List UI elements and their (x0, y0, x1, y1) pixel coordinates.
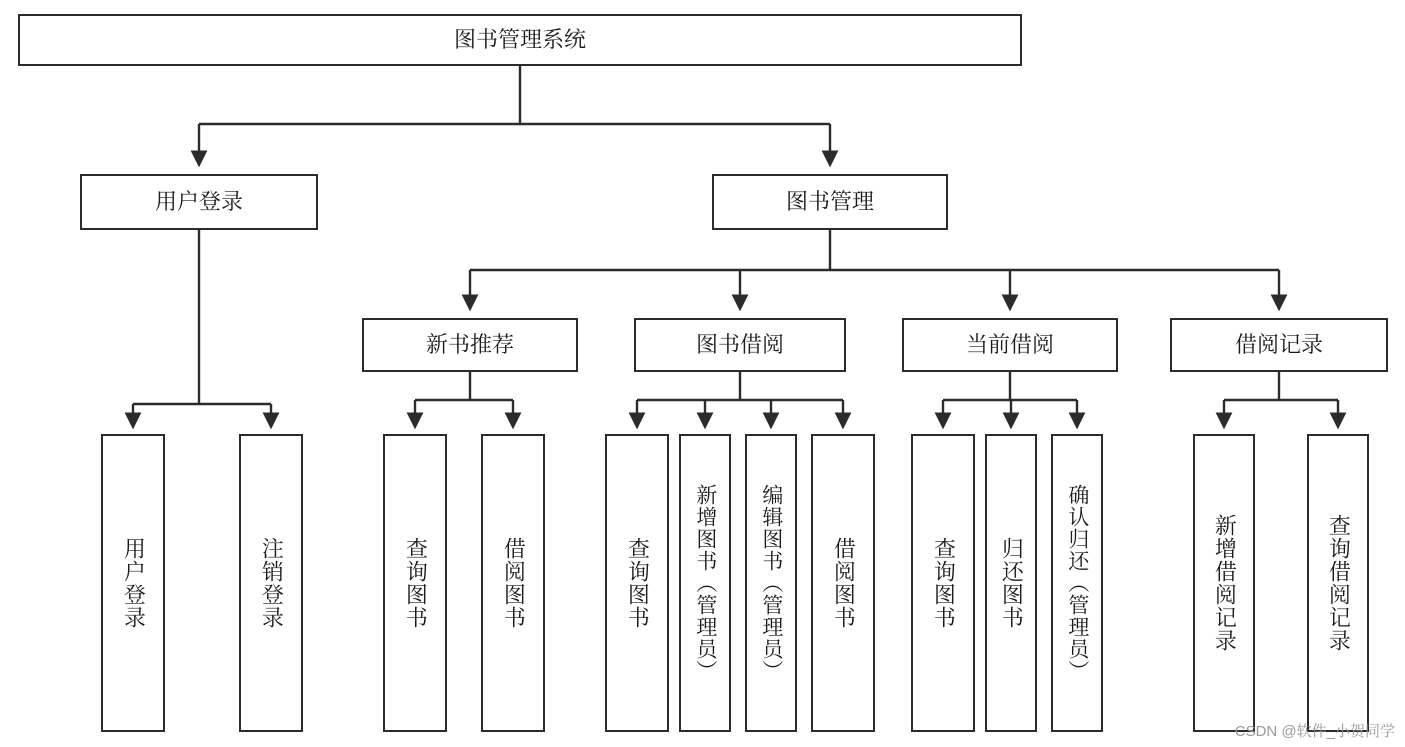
node-leaf-add-book-admin[interactable]: 新增图书（管理员） (679, 434, 731, 732)
node-borrow-records[interactable]: 借阅记录 (1170, 318, 1388, 372)
node-leaf-return-book[interactable]: 归还图书 (985, 434, 1037, 732)
node-book-borrow[interactable]: 图书借阅 (634, 318, 846, 372)
node-leaf-query-book-1[interactable]: 查询图书 (383, 434, 447, 732)
node-leaf-query-borrow-record[interactable]: 查询借阅记录 (1307, 434, 1369, 732)
node-leaf-user-logout[interactable]: 注销登录 (239, 434, 303, 732)
node-root[interactable]: 图书管理系统 (18, 14, 1022, 66)
node-leaf-user-login[interactable]: 用户登录 (101, 434, 165, 732)
node-book-management[interactable]: 图书管理 (712, 174, 948, 230)
node-leaf-query-book-3[interactable]: 查询图书 (911, 434, 975, 732)
node-leaf-borrow-book-2[interactable]: 借阅图书 (811, 434, 875, 732)
node-leaf-borrow-book-1[interactable]: 借阅图书 (481, 434, 545, 732)
node-leaf-confirm-return-admin[interactable]: 确认归还（管理员） (1051, 434, 1103, 732)
node-user-login[interactable]: 用户登录 (80, 174, 318, 230)
node-leaf-add-borrow-record[interactable]: 新增借阅记录 (1193, 434, 1255, 732)
node-new-book-recommend[interactable]: 新书推荐 (362, 318, 578, 372)
node-current-borrow[interactable]: 当前借阅 (902, 318, 1118, 372)
node-leaf-query-book-2[interactable]: 查询图书 (605, 434, 669, 732)
watermark-text: CSDN @软件_小贺同学 (1234, 723, 1395, 740)
node-leaf-edit-book-admin[interactable]: 编辑图书（管理员） (745, 434, 797, 732)
